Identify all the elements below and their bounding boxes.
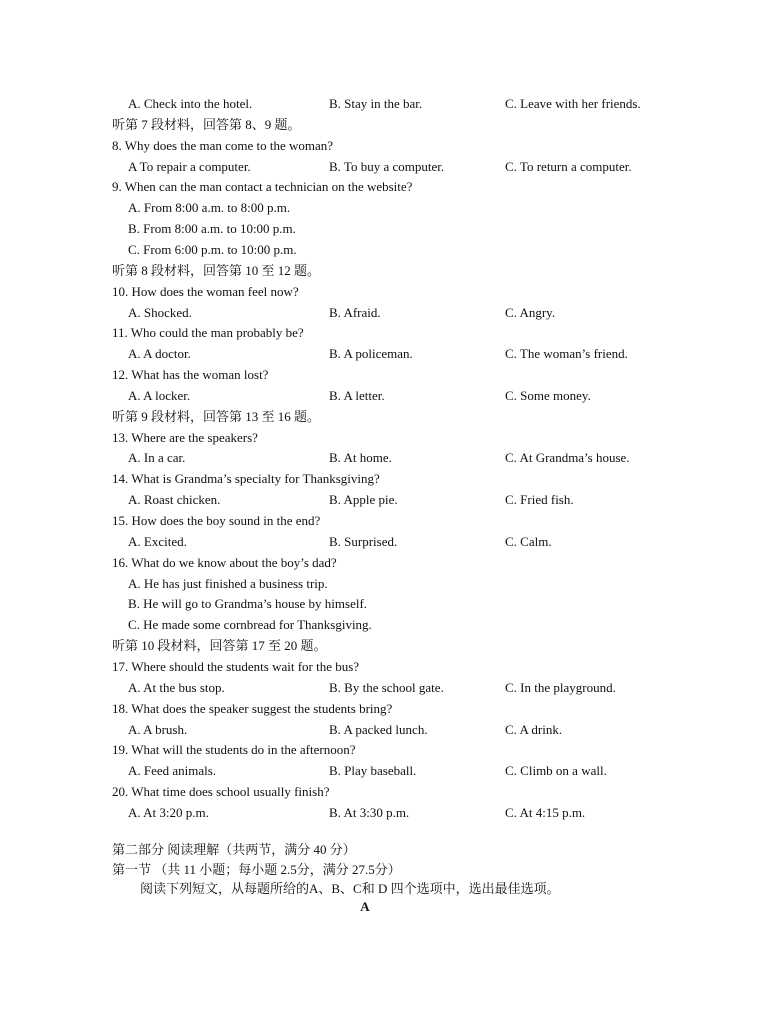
option-c: C. The woman’s friend. <box>505 346 628 361</box>
option-a: A. He has just finished a business trip. <box>128 576 328 591</box>
option-b: B. At 3:30 p.m. <box>329 805 410 820</box>
option-a: B. From 8:00 a.m. to 10:00 p.m. <box>128 221 296 236</box>
option-b: B. Apple pie. <box>329 492 398 507</box>
option-a: A. At the bus stop. <box>128 680 225 695</box>
material-instruction: 听第 8 段材料，回答第 10 至 12 题。 <box>112 263 321 278</box>
option-a: A. Excited. <box>128 534 187 549</box>
question-text: 15. How does the boy sound in the end? <box>112 513 321 528</box>
option-c: C. To return a computer. <box>505 159 632 174</box>
option-c: C. Fried fish. <box>505 492 574 507</box>
option-c: C. Calm. <box>505 534 552 549</box>
option-b: B. A policeman. <box>329 346 413 361</box>
option-c: C. A drink. <box>505 722 563 737</box>
option-a: A. Feed animals. <box>128 763 217 778</box>
option-b: B. A letter. <box>329 388 385 403</box>
option-a: A. A locker. <box>128 388 191 403</box>
material-instruction: 听第 7 段材料，回答第 8、9 题。 <box>112 117 301 132</box>
option-c: C. Some money. <box>505 388 591 403</box>
option-a: A. Roast chicken. <box>128 492 221 507</box>
option-a: A. At 3:20 p.m. <box>128 805 209 820</box>
material-instruction: 听第 9 段材料，回答第 13 至 16 题。 <box>112 409 321 424</box>
option-a: B. He will go to Grandma’s house by himself. <box>128 596 368 611</box>
question-text: 13. Where are the speakers? <box>112 430 258 445</box>
option-c: C. At Grandma’s house. <box>505 450 630 465</box>
section-one-heading: 第一节 （共 11 小题；每小题 2.5分，满分 27.5分） <box>112 862 401 877</box>
question-text: 18. What does the speaker suggest the students bring? <box>112 701 393 716</box>
option-a: A. A brush. <box>128 722 188 737</box>
question-text: 12. What has the woman lost? <box>112 367 269 382</box>
option-a: A. Shocked. <box>128 305 192 320</box>
question-text: 11. Who could the man probably be? <box>112 325 304 340</box>
option-c: C. Leave with her friends. <box>505 96 641 111</box>
question-text: 8. Why does the man come to the woman? <box>112 138 334 153</box>
question-text: 19. What will the students do in the afternoon? <box>112 742 356 757</box>
option-a: A. Check into the hotel. <box>128 96 253 111</box>
option-a: C. He made some cornbread for Thanksgiving. <box>128 617 372 632</box>
question-text: 20. What time does school usually finish? <box>112 784 330 799</box>
part-two-heading: 第二部分 阅读理解（共两节，满分 40 分） <box>112 842 356 857</box>
option-a: A. In a car. <box>128 450 186 465</box>
question-text: 14. What is Grandma’s specialty for Thanksgiving? <box>112 471 380 486</box>
option-b: B. A packed lunch. <box>329 722 428 737</box>
option-b: B. Play baseball. <box>329 763 417 778</box>
option-a: C. From 6:00 p.m. to 10:00 p.m. <box>128 242 297 257</box>
question-text: 17. Where should the students wait for the bus? <box>112 659 360 674</box>
passage-label: A <box>360 899 370 914</box>
option-b: B. By the school gate. <box>329 680 444 695</box>
option-b: B. Stay in the bar. <box>329 96 423 111</box>
option-a: A. From 8:00 a.m. to 8:00 p.m. <box>128 200 291 215</box>
option-a: A To repair a computer. <box>128 159 251 174</box>
option-b: B. Afraid. <box>329 305 381 320</box>
option-c: C. At 4:15 p.m. <box>505 805 586 820</box>
option-c: C. Climb on a wall. <box>505 763 607 778</box>
option-c: C. Angry. <box>505 305 556 320</box>
option-a: A. A doctor. <box>128 346 191 361</box>
option-b: B. To buy a computer. <box>329 159 445 174</box>
question-text: 16. What do we know about the boy’s dad? <box>112 555 337 570</box>
option-b: B. Surprised. <box>329 534 398 549</box>
option-c: C. In the playground. <box>505 680 616 695</box>
question-text: 10. How does the woman feel now? <box>112 284 299 299</box>
option-b: B. At home. <box>329 450 392 465</box>
question-text: 9. When can the man contact a technician on the website? <box>112 179 413 194</box>
reading-instruction: 阅读下列短文，从每题所给的A、B、C和 D 四个选项中，选出最佳选项。 <box>140 881 560 896</box>
material-instruction: 听第 10 段材料，回答第 17 至 20 题。 <box>112 638 327 653</box>
